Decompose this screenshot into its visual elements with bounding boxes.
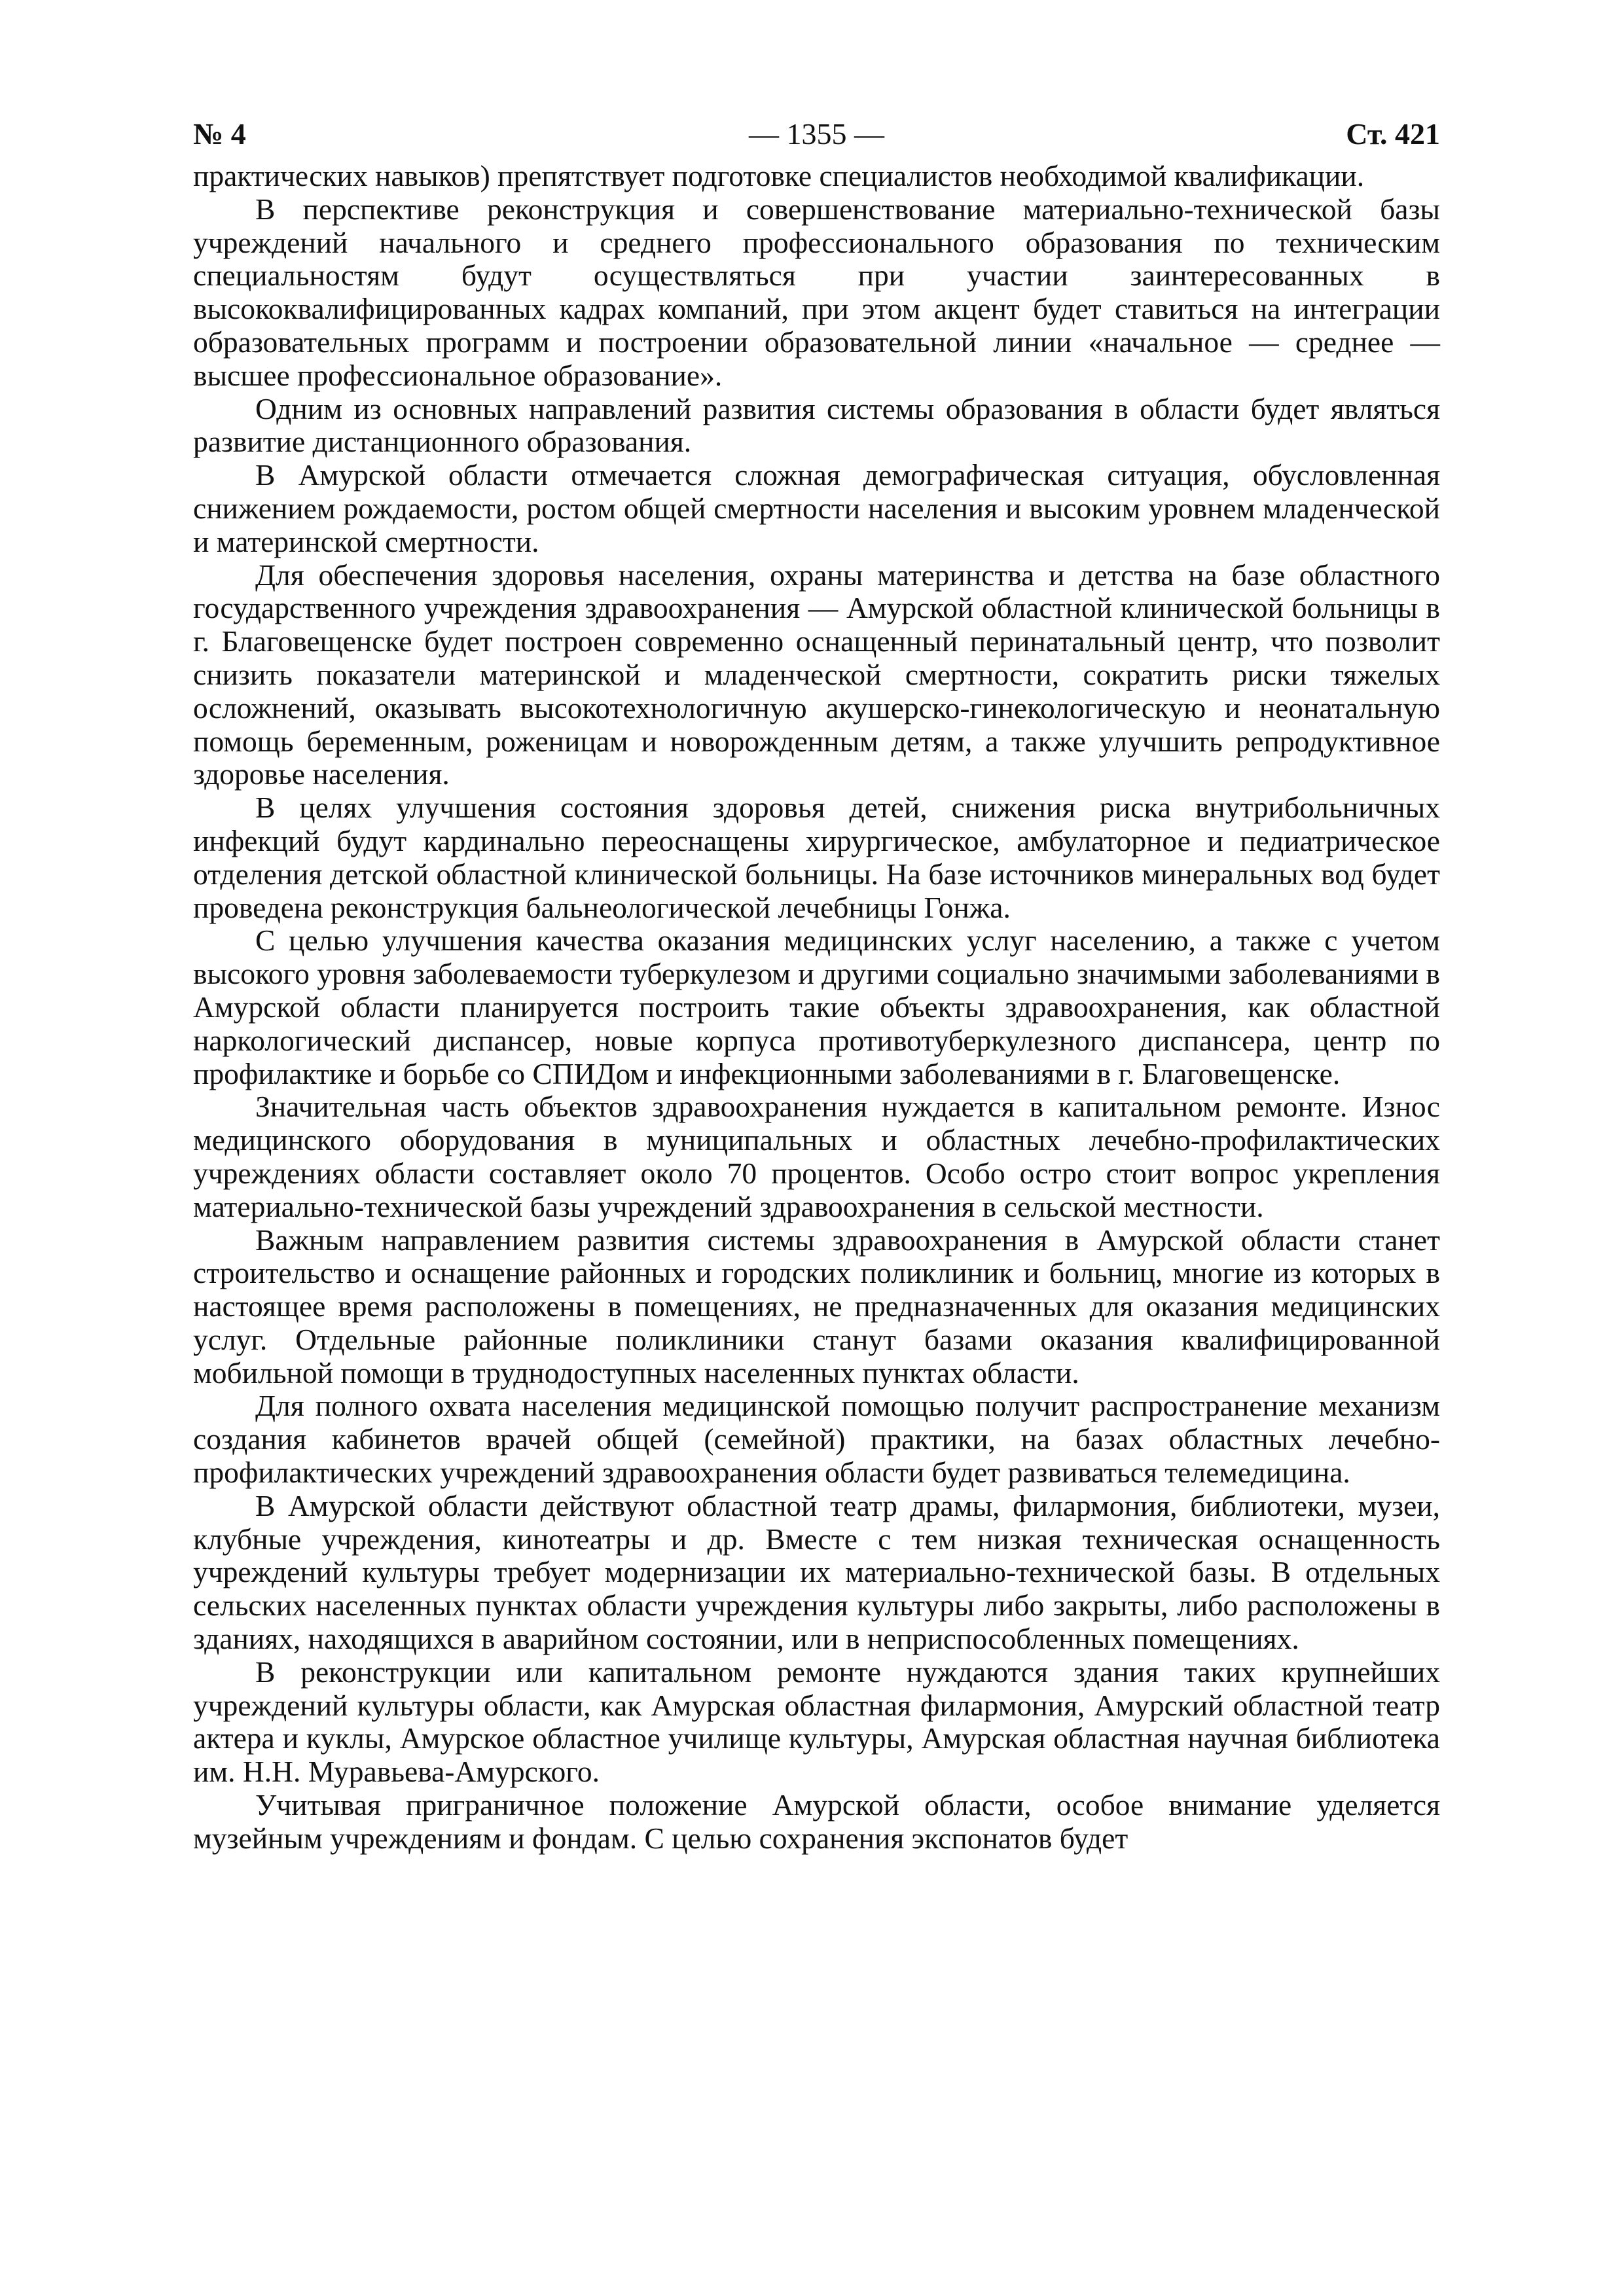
paragraph: В реконструкции или капитальном ремонте нуждаются здания таких крупнейших учреждений культуры области, как Амурская областная филармония, Амурский областной театр актера и куклы, Амурское областное училище культуры, Амурская областная научная библиотека им. Н.Н. Муравьева-Амурского. bbox=[193, 1655, 1440, 1789]
issue-number: № 4 bbox=[193, 117, 246, 151]
paragraph: В Амурской области отмечается сложная демографическая ситуация, обусловленная снижением рождаемости, ростом общей смертности населения и высоким уровнем младенческой и материнской смертности. bbox=[193, 458, 1440, 558]
paragraph: Значительная часть объектов здравоохранения нуждается в капитальном ремонте. Износ медицинского оборудования в муниципальных и областных лечебно-профилактических учреждениях области составляет около 70 процентов. Особо остро стоит вопрос укрепления материально-технической базы учреждений здравоохранения в сельской местности. bbox=[193, 1090, 1440, 1223]
page-header bbox=[193, 111, 1440, 157]
paragraph: Одним из основных направлений развития системы образования в области будет являться развитие дистанционного образования. bbox=[193, 391, 1440, 459]
paragraph: В целях улучшения состояния здоровья детей, снижения риска внутрибольничных инфекций будут кардинально переоснащены хирургическое, амбулаторное и педиатрическое отделения детской областной клинической больницы. На базе источников минеральных вод будет проведена реконструкция бальнеологической лечебницы Гонжа. bbox=[193, 791, 1440, 924]
paragraph-continued: практических навыков) препятствует подготовке специалистов необходимой квалификации. bbox=[193, 159, 1365, 192]
paragraph: Для полного охвата населения медицинской помощью получит распространение механизм создания кабинетов врачей общей (семейной) практики, на базах областных лечебно-профилактических учреждений здравоохранения области будет развиваться телемедицина. bbox=[193, 1389, 1440, 1490]
paragraph: Важным направлением развития системы здравоохранения в Амурской области станет строительство и оснащение районных и городских поликлиник и больниц, многие из которых в настоящее время расположены в помещениях, не предназначенных для оказания медицинских услуг. Отдельные районные поликлиники станут базами оказания квалифицированной мобильной помощи в труднодоступных населенных пунктах области. bbox=[193, 1223, 1440, 1390]
document-body bbox=[193, 160, 1440, 1856]
page-number: — 1355 — bbox=[749, 117, 884, 151]
paragraph: В перспективе реконструкция и совершенствование материально-технической базы учреждений начального и среднего профессионального образования по техническим специальностям будут осуществляться при участии заинтересованных в высококвалифицированных кадрах компаний, при этом акцент будет ставиться на интеграции образовательных программ и построении образовательной линии «начальное — среднее — высшее профессиональное образование». bbox=[193, 192, 1440, 392]
document-page bbox=[193, 111, 1440, 1856]
paragraph: С целью улучшения качества оказания медицинских услуг населению, а также с учетом высокого уровня заболеваемости туберкулезом и другими социально значимыми заболеваниями в Амурской области планируется построить такие объекты здравоохранения, как областной наркологический диспансер, новые корпуса противотуберкулезного диспансера, центр по профилактике и борьбе со СПИДом и инфекционными заболеваниями в г. Благовещенске. bbox=[193, 924, 1440, 1090]
article-number: Ст. 421 bbox=[1346, 117, 1440, 151]
paragraph: В Амурской области действуют областной театр драмы, филармония, библиотеки, музеи, клубные учреждения, кинотеатры и др. Вместе с тем низкая техническая оснащенность учреждений культуры требует модернизации их материально-технической базы. В отдельных сельских населенных пунктах области учреждения культуры либо закрыты, либо расположены в зданиях, находящихся в аварийном состоянии, или в неприспособленных помещениях. bbox=[193, 1488, 1440, 1656]
paragraph: Для обеспечения здоровья населения, охраны материнства и детства на базе областного государственного учреждения здравоохранения — Амурской областной клинической больницы в г. Благовещенске будет построен современно оснащенный перинатальный центр, что позволит снизить показатели материнской и младенческой смертности, сократить риски тяжелых осложнений, оказывать высокотехнологичную акушерско-гинекологическую и неонатальную помощь беременным, роженицам и новорожденным детям, а также улучшить репродуктивное здоровье населения. bbox=[193, 558, 1440, 791]
paragraph: Учитывая приграничное положение Амурской области, особое внимание уделяется музейным учреждениям и фондам. С целью сохранения экспонатов будет bbox=[193, 1788, 1440, 1855]
